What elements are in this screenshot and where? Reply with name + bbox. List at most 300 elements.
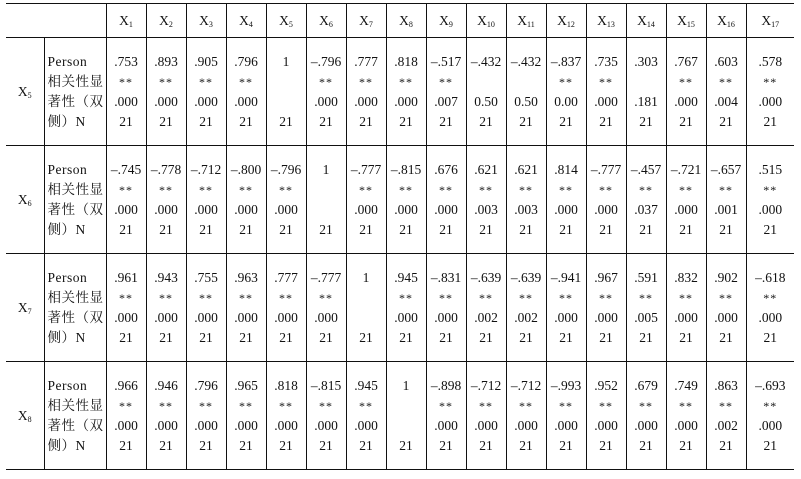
variable-letter: X	[159, 12, 169, 28]
table-cell	[146, 254, 186, 362]
p-value: .000	[514, 418, 538, 433]
correlation-value: –.993	[550, 378, 582, 393]
significance-mark: **	[439, 291, 453, 305]
correlation-value: –.745	[110, 162, 142, 177]
correlation-value: .735	[594, 54, 618, 69]
sample-size: 21	[279, 222, 293, 237]
correlation-value: –.778	[150, 162, 182, 177]
sample-size: 21	[599, 330, 613, 345]
p-value: 0.50	[514, 94, 538, 109]
sample-size: 21	[479, 438, 493, 453]
correlation-value: .961	[114, 270, 138, 285]
sample-size: 21	[159, 438, 173, 453]
p-value: .000	[758, 94, 783, 109]
correlation-value: –.639	[470, 270, 502, 285]
sample-size: 21	[159, 222, 173, 237]
variable-letter: X	[761, 12, 772, 28]
p-value: .000	[114, 418, 138, 433]
stat-label-text: Person 相关性显著性（双侧）N	[47, 162, 104, 237]
p-value: .000	[114, 202, 138, 217]
p-value: .000	[674, 418, 698, 433]
significance-mark: **	[319, 399, 333, 413]
p-value: .000	[554, 310, 578, 325]
sample-size: 21	[119, 438, 133, 453]
sample-size: 21	[439, 438, 453, 453]
stat-label-text: Person 相关性显著性（双侧）N	[47, 378, 104, 453]
sample-size: 21	[319, 114, 333, 129]
p-value: .000	[314, 418, 338, 433]
variable-letter: X	[597, 12, 607, 28]
sample-size: 21	[239, 114, 253, 129]
correlation-value: .902	[714, 270, 738, 285]
correlation-value: .753	[114, 54, 138, 69]
significance-mark: **	[719, 75, 733, 89]
variable-letter: X	[17, 191, 28, 207]
table-cell	[546, 38, 586, 146]
correlation-value: .945	[354, 378, 378, 393]
p-value: .000	[674, 202, 698, 217]
correlation-value: .755	[194, 270, 218, 285]
significance-mark: **	[239, 75, 253, 89]
column-header	[546, 4, 586, 38]
variable-subscript: 16	[726, 19, 735, 29]
sample-size: 21	[559, 222, 573, 237]
p-value: .000	[354, 94, 378, 109]
correlation-value: .777	[274, 270, 298, 285]
sample-size: 21	[399, 222, 413, 237]
sample-size: 21	[359, 114, 373, 129]
significance-mark: **	[119, 399, 133, 413]
p-value: .000	[154, 94, 178, 109]
sample-size: 21	[199, 222, 213, 237]
correlation-value: 1	[402, 378, 410, 393]
sample-size: 21	[719, 330, 733, 345]
significance-mark: **	[199, 75, 213, 89]
table-cell	[746, 254, 794, 362]
correlation-value: –.618	[755, 270, 786, 285]
correlation-value: –.941	[550, 270, 582, 285]
table-cell	[346, 254, 386, 362]
variable-letter: X	[477, 12, 487, 28]
correlation-value: .591	[634, 270, 658, 285]
p-value: .000	[594, 94, 618, 109]
correlation-value: .893	[154, 54, 178, 69]
significance-mark: **	[479, 183, 493, 197]
variable-subscript: 1	[128, 19, 133, 29]
significance-mark: **	[599, 183, 613, 197]
table-cell	[746, 362, 794, 470]
significance-mark: **	[439, 75, 453, 89]
table-cell	[506, 254, 546, 362]
p-value: .000	[594, 418, 618, 433]
p-value: .000	[758, 418, 783, 433]
p-value: .000	[758, 202, 783, 217]
p-value: .000	[314, 94, 338, 109]
correlation-value: .963	[234, 270, 258, 285]
p-value: .000	[234, 310, 258, 325]
row-stat-label	[44, 146, 106, 254]
variable-subscript: 2	[168, 19, 173, 29]
correlation-value: –.657	[710, 162, 742, 177]
row-variable	[6, 146, 44, 254]
p-value: .001	[714, 202, 738, 217]
variable-letter: X	[637, 12, 647, 28]
correlation-value: .945	[394, 270, 418, 285]
significance-mark: **	[159, 75, 173, 89]
significance-mark: **	[239, 183, 253, 197]
table-row	[6, 254, 794, 362]
correlation-value: –.815	[310, 378, 342, 393]
correlation-value: –.712	[190, 162, 222, 177]
table-cell	[266, 362, 306, 470]
sample-size: 21	[239, 330, 253, 345]
p-value: .002	[474, 310, 498, 325]
significance-mark: **	[559, 75, 573, 89]
p-value: .000	[758, 310, 783, 325]
table-cell	[426, 254, 466, 362]
significance-mark: **	[679, 399, 693, 413]
table-cell	[666, 254, 706, 362]
sample-size: 21	[439, 330, 453, 345]
table-cell	[506, 362, 546, 470]
stat-label-text: Person 相关性显著性（双侧）N	[47, 54, 104, 129]
significance-mark: **	[199, 183, 213, 197]
significance-mark: **	[599, 291, 613, 305]
correlation-value: –.777	[590, 162, 622, 177]
variable-subscript: 8	[27, 414, 32, 424]
table-cell	[466, 146, 506, 254]
sample-size: 21	[239, 438, 253, 453]
p-value: .000	[634, 418, 658, 433]
sample-size: 21	[519, 114, 533, 129]
p-value: .000	[274, 418, 298, 433]
p-value: .000	[394, 310, 418, 325]
table-cell	[586, 146, 626, 254]
correlation-value: –.517	[430, 54, 462, 69]
correlation-value: 1	[282, 54, 290, 69]
sample-size: 21	[399, 438, 413, 453]
correlation-value: –.815	[390, 162, 422, 177]
variable-subscript: 10	[486, 19, 495, 29]
table-cell	[306, 254, 346, 362]
significance-mark: **	[639, 399, 653, 413]
sample-size: 21	[639, 438, 653, 453]
p-value: .000	[274, 310, 298, 325]
sample-size: 21	[679, 438, 693, 453]
table-cell	[186, 254, 226, 362]
sample-size: 21	[359, 438, 373, 453]
significance-mark: **	[279, 399, 293, 413]
correlation-value: .966	[114, 378, 138, 393]
correlation-value: –.457	[630, 162, 662, 177]
significance-mark: **	[279, 183, 293, 197]
table-cell	[346, 38, 386, 146]
p-value: .004	[714, 94, 738, 109]
column-header	[186, 4, 226, 38]
variable-subscript: 5	[288, 19, 293, 29]
column-header	[746, 4, 794, 38]
significance-mark: **	[399, 291, 413, 305]
significance-mark: **	[599, 75, 613, 89]
significance-mark: **	[399, 75, 413, 89]
p-value: .000	[274, 202, 298, 217]
sample-size: 21	[319, 222, 333, 237]
stat-label-text: Person 相关性显著性（双侧）N	[47, 270, 104, 345]
sample-size: 21	[599, 438, 613, 453]
correlation-value: –.432	[510, 54, 542, 69]
header-corner	[6, 4, 106, 38]
table-cell	[386, 254, 426, 362]
variable-letter: X	[119, 12, 129, 28]
table-cell	[506, 38, 546, 146]
table-cell	[466, 254, 506, 362]
p-value: .000	[394, 202, 418, 217]
p-value: .000	[314, 310, 338, 325]
significance-mark: **	[279, 291, 293, 305]
row-variable	[6, 38, 44, 146]
correlation-value: –.777	[310, 270, 342, 285]
row-stat-label	[44, 254, 106, 362]
significance-mark: **	[639, 183, 653, 197]
p-value: .000	[434, 202, 458, 217]
column-header	[426, 4, 466, 38]
p-value: .000	[674, 94, 698, 109]
correlation-value: .676	[434, 162, 458, 177]
column-header	[226, 4, 266, 38]
table-cell	[546, 254, 586, 362]
table-cell	[626, 38, 666, 146]
table-cell	[386, 146, 426, 254]
p-value: .003	[514, 202, 538, 217]
p-value: .002	[514, 310, 538, 325]
p-value: .000	[434, 418, 458, 433]
table-cell	[186, 146, 226, 254]
correlation-value: –.837	[550, 54, 582, 69]
significance-mark: **	[319, 291, 333, 305]
p-value: .000	[154, 418, 178, 433]
table-cell	[706, 146, 746, 254]
table-row	[6, 362, 794, 470]
column-header	[306, 4, 346, 38]
column-header	[386, 4, 426, 38]
correlation-value: –.721	[670, 162, 702, 177]
significance-mark: **	[519, 183, 533, 197]
table-cell	[626, 254, 666, 362]
correlation-value: –.712	[470, 378, 502, 393]
correlation-value: –.777	[350, 162, 382, 177]
p-value: .037	[634, 202, 658, 217]
table-cell	[506, 146, 546, 254]
significance-mark: **	[519, 291, 533, 305]
sample-size: 21	[679, 330, 693, 345]
table-cell	[306, 146, 346, 254]
table-cell	[426, 38, 466, 146]
sample-size: 21	[763, 438, 777, 453]
significance-mark: **	[319, 75, 333, 89]
sample-size: 21	[639, 222, 653, 237]
table-cell	[226, 362, 266, 470]
sample-size: 21	[559, 438, 573, 453]
sample-size: 21	[279, 114, 293, 129]
table-row	[6, 38, 794, 146]
sample-size: 21	[439, 114, 453, 129]
significance-mark: **	[763, 399, 778, 413]
significance-mark: **	[639, 291, 653, 305]
p-value: .000	[594, 202, 618, 217]
column-header	[626, 4, 666, 38]
p-value: .000	[474, 418, 498, 433]
significance-mark: **	[239, 399, 253, 413]
table-cell	[226, 254, 266, 362]
significance-mark: **	[719, 291, 733, 305]
significance-mark: **	[159, 291, 173, 305]
p-value: 0.50	[474, 94, 498, 109]
sample-size: 21	[279, 330, 293, 345]
variable-letter: X	[717, 12, 727, 28]
significance-mark: **	[679, 75, 693, 89]
correlation-value: .621	[514, 162, 538, 177]
p-value: .000	[234, 94, 258, 109]
sample-size: 21	[279, 438, 293, 453]
table-cell	[106, 254, 146, 362]
sample-size: 21	[599, 114, 613, 129]
table-cell	[386, 38, 426, 146]
significance-mark: **	[119, 75, 133, 89]
correlation-value: .965	[234, 378, 258, 393]
variable-letter: X	[319, 12, 329, 28]
table-cell	[546, 146, 586, 254]
table-cell	[666, 38, 706, 146]
sample-size: 21	[479, 222, 493, 237]
p-value: .002	[714, 418, 738, 433]
table-cell	[546, 362, 586, 470]
sample-size: 21	[239, 222, 253, 237]
table-cell	[706, 362, 746, 470]
significance-mark: **	[679, 291, 693, 305]
significance-mark: **	[119, 291, 133, 305]
correlation-value: .749	[674, 378, 698, 393]
sample-size: 21	[119, 330, 133, 345]
correlation-value: –.432	[470, 54, 502, 69]
correlation-table	[6, 3, 794, 470]
significance-mark: **	[679, 183, 693, 197]
significance-mark: **	[119, 183, 133, 197]
table-cell	[426, 362, 466, 470]
table-cell	[146, 38, 186, 146]
significance-mark: **	[199, 291, 213, 305]
sample-size: 21	[639, 114, 653, 129]
correlation-value: .603	[714, 54, 738, 69]
column-header	[706, 4, 746, 38]
sample-size: 21	[559, 330, 573, 345]
significance-mark: **	[159, 183, 173, 197]
variable-subscript: 6	[27, 198, 32, 208]
sample-size: 21	[719, 114, 733, 129]
sample-size: 21	[519, 330, 533, 345]
correlation-value: .818	[394, 54, 418, 69]
significance-mark: **	[239, 291, 253, 305]
table-cell	[746, 38, 794, 146]
p-value: .000	[194, 310, 218, 325]
correlation-value: .905	[194, 54, 218, 69]
table-row	[6, 146, 794, 254]
correlation-value: .796	[194, 378, 218, 393]
row-stat-label	[44, 362, 106, 470]
column-header	[266, 4, 306, 38]
correlation-value: .777	[354, 54, 378, 69]
variable-subscript: 11	[527, 19, 535, 29]
sample-size: 21	[559, 114, 573, 129]
p-value: .000	[554, 418, 578, 433]
correlation-value: .863	[714, 378, 738, 393]
table-cell	[466, 362, 506, 470]
header-row	[6, 4, 794, 38]
correlation-value: –.898	[430, 378, 462, 393]
variable-letter: X	[677, 12, 687, 28]
sample-size: 21	[519, 222, 533, 237]
p-value: .000	[354, 418, 378, 433]
variable-subscript: 5	[27, 90, 32, 100]
sample-size: 21	[599, 222, 613, 237]
significance-mark: **	[359, 399, 373, 413]
sample-size: 21	[119, 114, 133, 129]
sample-size: 21	[639, 330, 653, 345]
significance-mark: **	[763, 183, 778, 197]
significance-mark: **	[359, 75, 373, 89]
correlation-value: 1	[362, 270, 370, 285]
p-value: .005	[634, 310, 658, 325]
sample-size: 21	[439, 222, 453, 237]
correlation-value: .814	[554, 162, 578, 177]
variable-letter: X	[17, 299, 28, 315]
sample-size: 21	[359, 222, 373, 237]
table-cell	[306, 362, 346, 470]
column-header	[466, 4, 506, 38]
table-cell	[146, 146, 186, 254]
significance-mark: **	[519, 399, 533, 413]
correlation-value: .621	[474, 162, 498, 177]
p-value: .000	[594, 310, 618, 325]
p-value: .000	[194, 418, 218, 433]
table-cell	[226, 38, 266, 146]
correlation-value: .796	[234, 54, 258, 69]
variable-subscript: 7	[368, 19, 373, 29]
significance-mark: **	[599, 399, 613, 413]
table-cell	[186, 38, 226, 146]
table-cell	[626, 362, 666, 470]
variable-letter: X	[557, 12, 567, 28]
table-cell	[266, 146, 306, 254]
sample-size: 21	[679, 114, 693, 129]
significance-mark: **	[479, 399, 493, 413]
variable-subscript: 8	[408, 19, 413, 29]
sample-size: 21	[119, 222, 133, 237]
significance-mark: **	[439, 399, 453, 413]
sample-size: 21	[319, 330, 333, 345]
table-cell	[106, 362, 146, 470]
significance-mark: **	[439, 183, 453, 197]
variable-letter: X	[517, 12, 528, 28]
sample-size: 21	[763, 222, 777, 237]
p-value: .000	[194, 202, 218, 217]
table-cell	[266, 38, 306, 146]
p-value: .007	[434, 94, 458, 109]
sample-size: 21	[159, 330, 173, 345]
p-value: .000	[114, 310, 138, 325]
p-value: .000	[394, 94, 418, 109]
row-stat-label	[44, 38, 106, 146]
table-cell	[106, 146, 146, 254]
